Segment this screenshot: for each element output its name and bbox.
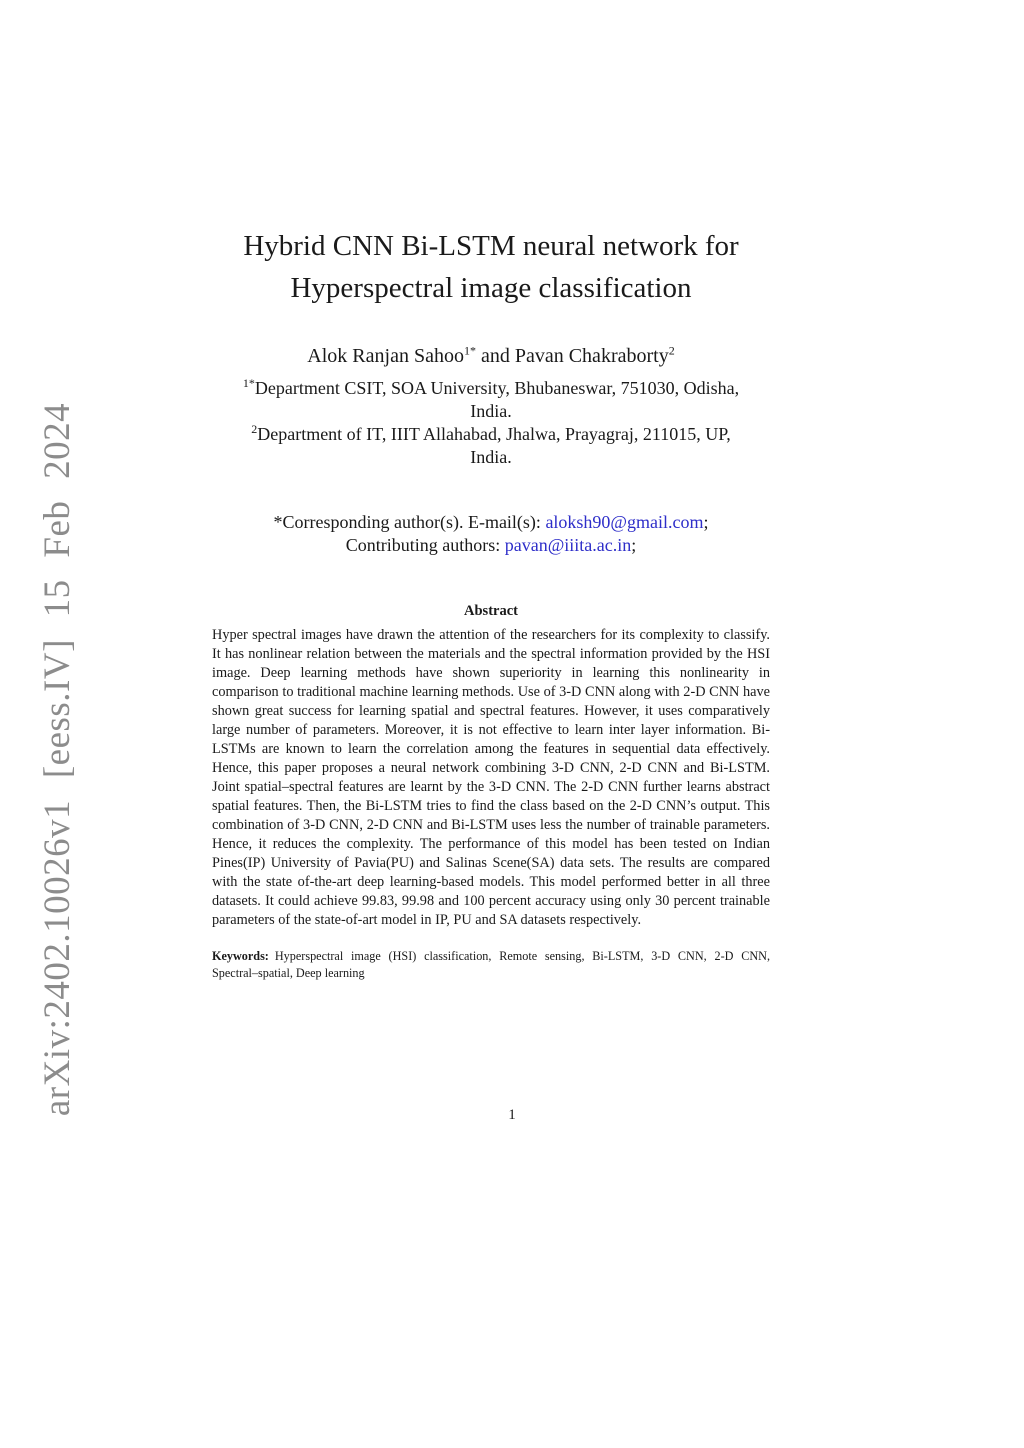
author-name-2: Pavan Chakraborty [514,345,669,367]
contributing-authors-line [212,534,770,557]
keywords-text: Hyperspectral image (HSI) classification, Remote sensing, Bi-LSTM, 3-D CNN, 2-D CNN, Spectral–spatial, Deep learning [212,949,770,980]
contributing-prefix: Contributing authors: [345,535,505,555]
affiliation-1-line-2: India. [470,401,512,421]
affiliation-2-line-2: India. [470,447,512,467]
arxiv-identifier-stamp [22,402,94,1116]
keywords-label: Keywords: [212,949,269,963]
title-line-1: Hybrid CNN Bi-LSTM neural network for [243,230,739,262]
corresponding-suffix: ; [703,512,709,532]
corresponding-email-link[interactable]: aloksh90@gmail.com [545,512,704,532]
abstract-text: Hyper spectral images have drawn the attention of the researchers for its complexity to classify. It has nonlinear relation between the materials and the spectral information provided by the HSI image. Deep learning methods have shown superiority in learning this nonlinearity in comparison to traditional machine learning methods. Use of 3-D CNN along with 2-D CNN have shown great success for learning spatial and spectral features. However, it uses comparatively large number of parameters. Moreover, it is not effective to learn inter layer information. Bi-LSTMs are known to learn the correlation among the features in sequential data effectively. Hence, this paper proposes a neural network combining 3-D CNN, 2-D CNN and Bi-LSTM. Joint spatial–spectral features are learnt by the 3-D CNN. The 2-D CNN further learns abstract spatial features. Then, the Bi-LSTM tries to find the class based on the 2-D CNN’s output. This combination of 3-D CNN, 2-D CNN and Bi-LSTM uses less the number of trainable parameters. Hence, it reduces the complexity. The performance of this model has been tested on Indian Pines(IP) University of Pavia(PU) and Salinas Scene(SA) data sets. The results are compared with the state of-the-art deep learning-based models. This model performed better in all three datasets. It could achieve 99.83, 99.98 and 100 percent accuracy using only 30 percent trainable parameters of the state-of-art model in IP, PU and SA datasets respectively. [212,627,770,928]
author-list [212,343,770,369]
affiliation-list [212,377,770,469]
author-2-superscript: 2 [668,343,675,358]
contributing-suffix: ; [631,535,637,555]
abstract-heading: Abstract [464,603,518,619]
affiliation-1-marker: 1* [242,376,255,390]
author-conjunction: and [475,345,515,367]
author-1-superscript: 1* [463,343,476,358]
affiliation-1-line-1: Department CSIT, SOA University, Bhubaneswar, 751030, Odisha, [254,378,740,398]
title-line-2: Hyperspectral image classification [290,272,692,304]
keywords-block [212,948,770,982]
paper-first-page [212,225,770,982]
author-name-1: Alok Ranjan Sahoo [307,345,464,367]
arxiv-id-text: arXiv:2402.10026v1 [eess.IV] 15 Feb 2024 [37,402,79,1116]
paper-title [212,225,770,309]
affiliation-2 [212,423,770,469]
affiliation-2-marker: 2 [251,422,258,436]
affiliation-2-line-1: Department of IT, IIIT Allahabad, Jhalwa, Prayagraj, 211015, UP, [257,424,731,444]
page-number: 1 [508,1107,516,1123]
affiliation-1 [212,377,770,423]
contact-block [212,511,770,557]
contributing-email-link[interactable]: pavan@iiita.ac.in [504,535,632,555]
corresponding-author-line [212,511,770,534]
corresponding-prefix: *Corresponding author(s). E-mail(s): [273,512,546,532]
